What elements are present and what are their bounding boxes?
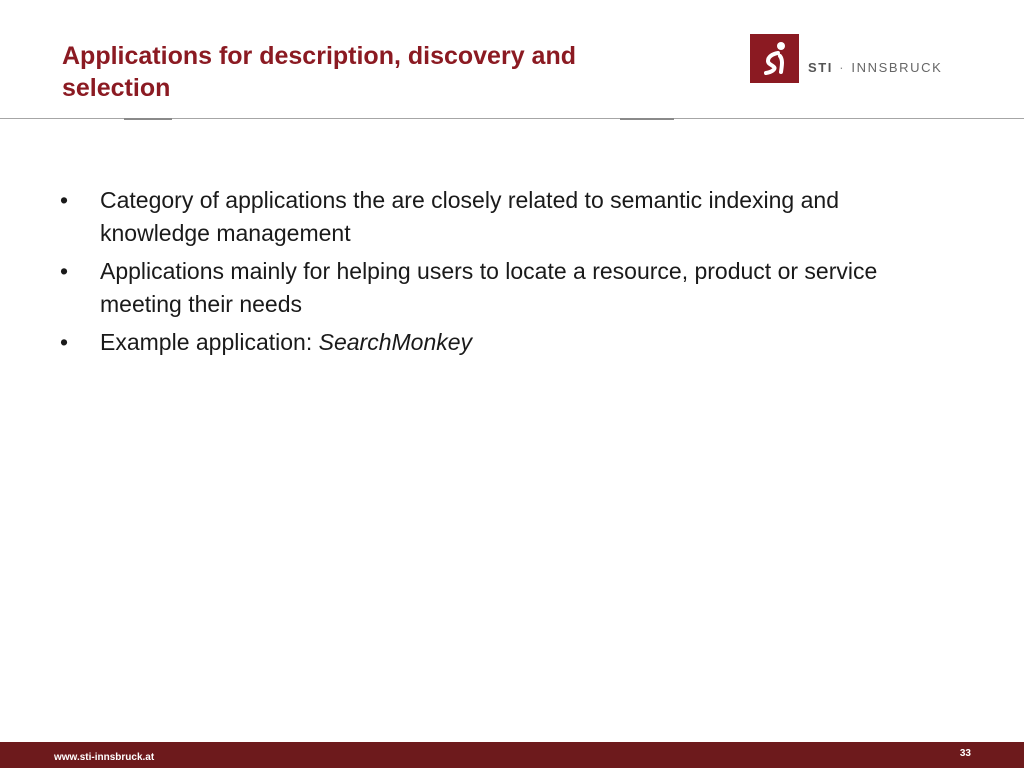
page-number: 33 xyxy=(959,748,971,759)
logo-wordmark xyxy=(808,60,1008,75)
bullet-item xyxy=(60,326,950,359)
bullet-item xyxy=(60,255,950,321)
bullet-emphasis: SearchMonkey xyxy=(318,329,473,355)
bullet-item xyxy=(60,184,950,250)
footer-bar xyxy=(0,742,1024,768)
bullet-marker: • xyxy=(60,258,69,284)
footer-url-link[interactable]: www.sti-innsbruck.at xyxy=(54,752,155,763)
bullet-marker: • xyxy=(60,329,69,355)
header-divider-accent xyxy=(124,118,172,120)
logo-wordmark-sti: STI xyxy=(808,60,834,75)
bullet-text: Applications mainly for helping users to locate a resource, product or service meeting their needs xyxy=(100,258,878,317)
bullet-text: Category of applications the are closely related to semantic indexing and knowledge management xyxy=(100,187,839,246)
logo-wordmark-innsbruck: INNSBRUCK xyxy=(851,60,943,75)
bullet-marker: • xyxy=(60,187,69,213)
sti-person-logo-icon xyxy=(750,34,799,83)
slide-title xyxy=(62,40,702,104)
bullet-list xyxy=(60,184,950,364)
logo-wordmark-separator: · xyxy=(839,60,846,75)
slide-title-line-2: selection xyxy=(62,74,171,102)
slide-title-line-1: Applications for description, discovery and xyxy=(62,42,576,70)
bullet-text: Example application: xyxy=(100,329,319,355)
header-divider-accent xyxy=(620,118,674,120)
